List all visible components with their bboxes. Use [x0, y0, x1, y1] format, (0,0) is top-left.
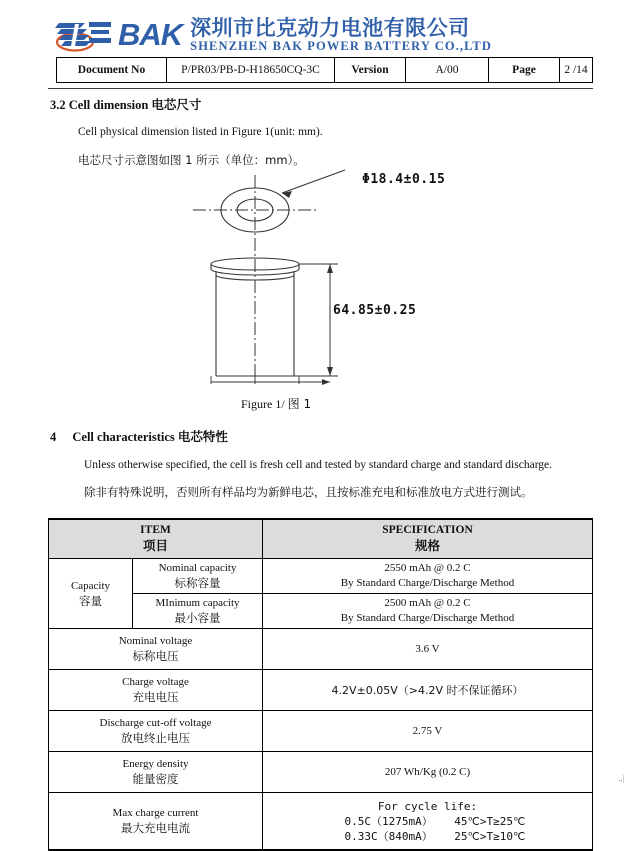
table-row	[49, 711, 593, 752]
charge-voltage-cn: 充电电压	[132, 690, 179, 704]
header-item-en: ITEM	[140, 524, 171, 536]
header-spec-cn: 规格	[415, 538, 441, 553]
max-charge-current-cn: 最大充电电流	[121, 821, 190, 835]
nominal-capacity-en: Nominal capacity	[158, 562, 237, 574]
version-value: A/00	[406, 58, 489, 83]
table-header-row	[49, 519, 593, 559]
section-4-heading	[50, 427, 228, 445]
max-charge-current-value	[263, 793, 593, 851]
max-charge-temp-1: 45℃>T≥25℃	[454, 814, 526, 828]
section-4-title-cn: 电芯特性	[177, 429, 228, 444]
table-row	[49, 793, 593, 851]
minimum-capacity-value-line1: 2500 mAh @ 0.2 C	[384, 597, 471, 609]
section-3-2-title-cn: 电芯尺寸	[151, 97, 202, 112]
nominal-voltage-cn: 标称电压	[132, 649, 179, 663]
max-charge-current-title: For cycle life:	[377, 799, 478, 813]
max-charge-current-row-2	[266, 829, 589, 844]
company-name-cn: 深圳市比克动力电池有限公司	[190, 16, 470, 40]
minimum-capacity-cn: 最小容量	[174, 611, 221, 625]
nominal-capacity-value	[263, 559, 593, 594]
bak-logo-mark-icon	[55, 17, 117, 53]
figure-caption-en: Figure 1/	[241, 397, 285, 411]
table-row	[49, 752, 593, 793]
nominal-voltage-label	[49, 629, 263, 670]
max-charge-temp-2: 25℃>T≥10℃	[454, 829, 526, 843]
discharge-cutoff-cn: 放电终止电压	[121, 731, 190, 745]
minimum-capacity-value-line2: By Standard Charge/Discharge Method	[340, 612, 515, 624]
discharge-cutoff-en: Discharge cut-off voltage	[99, 717, 212, 729]
max-charge-current-row-1	[266, 814, 589, 829]
table-row	[49, 559, 593, 594]
logo-company-names	[190, 17, 592, 53]
discharge-cutoff-label	[49, 711, 263, 752]
table-row	[49, 670, 593, 711]
version-label: Version	[335, 58, 406, 83]
page-label: Page	[489, 58, 560, 83]
table-row	[57, 58, 593, 83]
section-3-2-number: 3.2	[50, 98, 66, 112]
stray-mark: .,|	[618, 774, 624, 783]
header-item	[49, 519, 263, 559]
capacity-group-label	[49, 559, 133, 629]
max-charge-current-en: Max charge current	[112, 807, 199, 819]
minimum-capacity-label	[133, 594, 263, 629]
capacity-label-en: Capacity	[70, 579, 111, 592]
max-charge-rate-2: 0.33C（840mA）	[344, 829, 433, 843]
logo-brand-text: BAK	[118, 16, 183, 52]
section-3-2-paragraph-en: Cell physical dimension listed in Figure 1(unit: mm).	[78, 126, 323, 138]
cell-specification-table	[48, 518, 593, 851]
section-4-number: 4	[50, 430, 57, 444]
section-3-2-title-en: Cell dimension	[68, 98, 149, 112]
document-info-table	[56, 57, 593, 83]
minimum-capacity-value	[263, 594, 593, 629]
diameter-dimension-label: Φ18.4±0.15	[362, 172, 446, 187]
minimum-capacity-en: MInimum capacity	[155, 597, 240, 609]
nominal-capacity-cn: 标称容量	[174, 576, 221, 590]
nominal-capacity-value-line2: By Standard Charge/Discharge Method	[340, 577, 515, 589]
max-charge-rate-1: 0.5C（1275mA）	[344, 814, 433, 828]
table-row	[49, 629, 593, 670]
section-4-title-en: Cell characteristics	[72, 430, 175, 444]
cell-dimension-figure	[180, 165, 470, 405]
section-4-paragraph-en: Unless otherwise specified, the cell is fresh cell and tested by standard charge and standard discharge.	[84, 459, 553, 471]
header-divider	[48, 88, 593, 89]
max-charge-current-label	[49, 793, 263, 851]
charge-voltage-en: Charge voltage	[122, 676, 189, 688]
energy-density-label	[49, 752, 263, 793]
charge-voltage-value: 4.2V±0.05V（>4.2V 时不保证循环）	[263, 670, 593, 711]
nominal-voltage-en: Nominal voltage	[118, 635, 193, 647]
section-4-paragraph-cn: 除非有特殊说明，否则所有样品均为新鲜电芯，且按标准充电和标准放电方式进行测试。	[84, 485, 533, 499]
nominal-capacity-value-line1: 2550 mAh @ 0.2 C	[384, 562, 471, 574]
page-value: 2 /14	[560, 58, 593, 83]
document-no-label: Document No	[57, 58, 167, 83]
company-logo-banner	[55, 13, 592, 57]
nominal-voltage-value: 3.6 V	[263, 629, 593, 670]
figure-caption	[241, 395, 311, 412]
figure-caption-cn: 图 1	[287, 397, 312, 411]
company-name-en: SHENZHEN BAK POWER BATTERY CO.,LTD	[190, 39, 493, 53]
energy-density-en: Energy density	[122, 758, 189, 770]
section-3-2-paragraph-cn: 电芯尺寸示意图如图 1 所示（单位：mm）。	[78, 153, 305, 167]
nominal-capacity-label	[133, 559, 263, 594]
capacity-label-cn: 容量	[79, 593, 102, 608]
header-spec-en: SPECIFICATION	[382, 524, 473, 536]
document-no-value: P/PR03/PB-D-H18650CQ-3C	[167, 58, 335, 83]
charge-voltage-label	[49, 670, 263, 711]
discharge-cutoff-value: 2.75 V	[263, 711, 593, 752]
header-specification	[263, 519, 593, 559]
height-dimension-label: 64.85±0.25	[333, 303, 417, 318]
energy-density-value: 207 Wh/Kg (0.2 C)	[263, 752, 593, 793]
energy-density-cn: 能量密度	[132, 772, 179, 786]
header-item-cn: 项目	[143, 538, 169, 553]
section-3-2-heading	[50, 95, 201, 113]
